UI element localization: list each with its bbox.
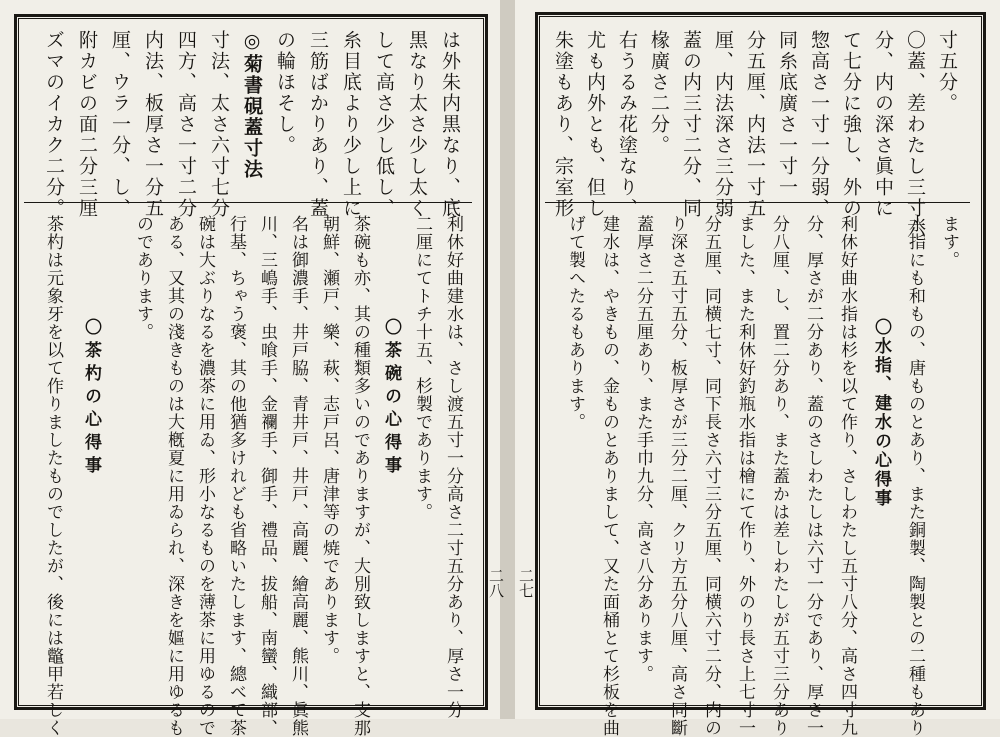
- left-top-column: の輪ほそし。: [274, 30, 296, 156]
- right-top-column: て七分に強し、外の: [840, 30, 862, 219]
- right-body-column: り深さ五寸五分、板厚さが三分二厘、クリ方五分八厘、高さ同斷: [667, 215, 687, 737]
- left-body-column: 名は御濃手、井戸脇、青井戸、井戸、高麗、繪高麗、熊川、眞熊: [288, 215, 308, 737]
- right-page-number: 二七: [517, 568, 535, 598]
- right-body-column: 蓋厚さ二分五厘あり、また手巾九分、高さ八分あります。: [633, 215, 653, 683]
- book-gutter: [500, 0, 515, 719]
- left-body-heading: 〇茶碗の心得事: [381, 318, 401, 479]
- left-top-heading: ◎菊書硯蓋寸法: [241, 30, 263, 180]
- right-top-column: 分、内の深さ眞中に: [872, 30, 894, 219]
- right-body-column: ました、また利休好釣瓶水指は檜にて作り、外のり長さ上七寸一: [735, 215, 755, 737]
- left-top-column: 厘、ウラ一分、し、: [109, 30, 131, 219]
- left-body-column: 朝鮮、瀬戸、樂、萩、志戸呂、唐津等の焼であります。: [319, 215, 339, 665]
- left-body-column: 二厘にてトチ十五、杉製であります。: [412, 215, 432, 521]
- left-top-column: 三筋ばかりあり、蓋: [307, 30, 329, 219]
- left-top-column: 附カビの面二分三厘: [76, 30, 98, 219]
- left-body-column: 茶碗も亦、其の種類多いのでありますが、大別致しますと、支那: [350, 215, 370, 737]
- left-top-column: 寸法、太さ六寸七分: [208, 30, 230, 219]
- left-top-column: ズマのイカク二分。: [43, 30, 65, 219]
- left-body-column: 茶杓は元象牙を以て作りましたものでしたが、後には鼈甲若しく: [43, 215, 63, 737]
- right-top-column: 分五厘、内法一寸五: [744, 30, 766, 219]
- left-body-column: 碗は大ぶりなるを濃茶に用ゐ、形小なるものを薄茶に用ゆるので: [195, 215, 215, 737]
- right-top-column: 〇蓋、差わたし三寸六: [904, 30, 926, 240]
- right-top-column: 寸五分。: [936, 30, 958, 114]
- left-top-column: 黒なり太さ少し太く: [406, 30, 428, 219]
- right-body-column: 分八厘、し、置二分あり、また蓋かは差しわたしが五寸三分あり: [769, 215, 789, 737]
- left-body-column: 行基、ちゃう褒、其の他猶多けれども省略いたします、總べて茶: [226, 215, 246, 737]
- left-body-column: 利休好曲建水は、さし渡五寸一分高さ二寸五分あり、厚さ一分: [443, 215, 463, 719]
- right-body-column: 水指にも和もの、唐ものとあり、また銅製、陶製との二種もあり: [905, 215, 925, 737]
- left-top-column: 四方、高さ一寸二分: [175, 30, 197, 219]
- left-top-column: して高さ少し低し、: [373, 30, 395, 219]
- right-top-column: 同糸底廣さ一寸一: [776, 30, 798, 198]
- left-top-column: 内法、板厚さ一分五: [142, 30, 164, 219]
- right-body-heading: 〇水指、建水の心得事: [871, 318, 891, 508]
- right-top-column: 蓋の内三寸二分、同: [680, 30, 702, 219]
- right-top-column: 朱塗もあり、宗室形: [552, 30, 574, 219]
- left-top-column: は外朱内黒なり、底: [439, 30, 461, 219]
- right-top-column: 尤も内外とも、但し: [584, 30, 606, 219]
- right-body-column: ます。: [939, 215, 959, 269]
- right-body-column: 分、厚さが二分あり、蓋のさしわたしは六寸一分であり、厚さ一: [803, 215, 823, 737]
- right-top-column: 右うるみ花塗なり、: [616, 30, 638, 219]
- left-body-heading: 〇茶杓の心得事: [81, 318, 101, 479]
- left-body-column: 川、三嶋手、虫喰手、金襴手、御手、禮品、拔船、南蠻、織部、: [257, 215, 277, 737]
- right-body-column: 建水は、やきもの、金ものとありまして、又た面桶とて杉板を曲: [599, 215, 619, 737]
- right-top-column: 椽廣さ二分。: [648, 30, 670, 156]
- right-top-column: 惣高さ一寸一分弱、: [808, 30, 830, 219]
- left-body-column: のであります。: [133, 215, 153, 341]
- right-body-column: 分五厘、同横七寸、同下長さ六寸三分五厘、同横六寸二分、内の: [701, 215, 721, 737]
- right-body-column: 利休好曲水指は杉を以て作り、さしわたし五寸八分、高さ四寸九: [837, 215, 857, 737]
- right-body-column: げて製へたるもあります。: [565, 215, 585, 431]
- left-top-column: 糸目底より少し上に: [340, 30, 362, 219]
- left-page-number: 二八: [487, 568, 505, 598]
- right-top-column: 厘、内法深さ三分弱: [712, 30, 734, 219]
- left-body-column: ある、又其の淺きものは大槪夏に用ゐられ、深きを嫗に用ゆるも: [164, 215, 184, 737]
